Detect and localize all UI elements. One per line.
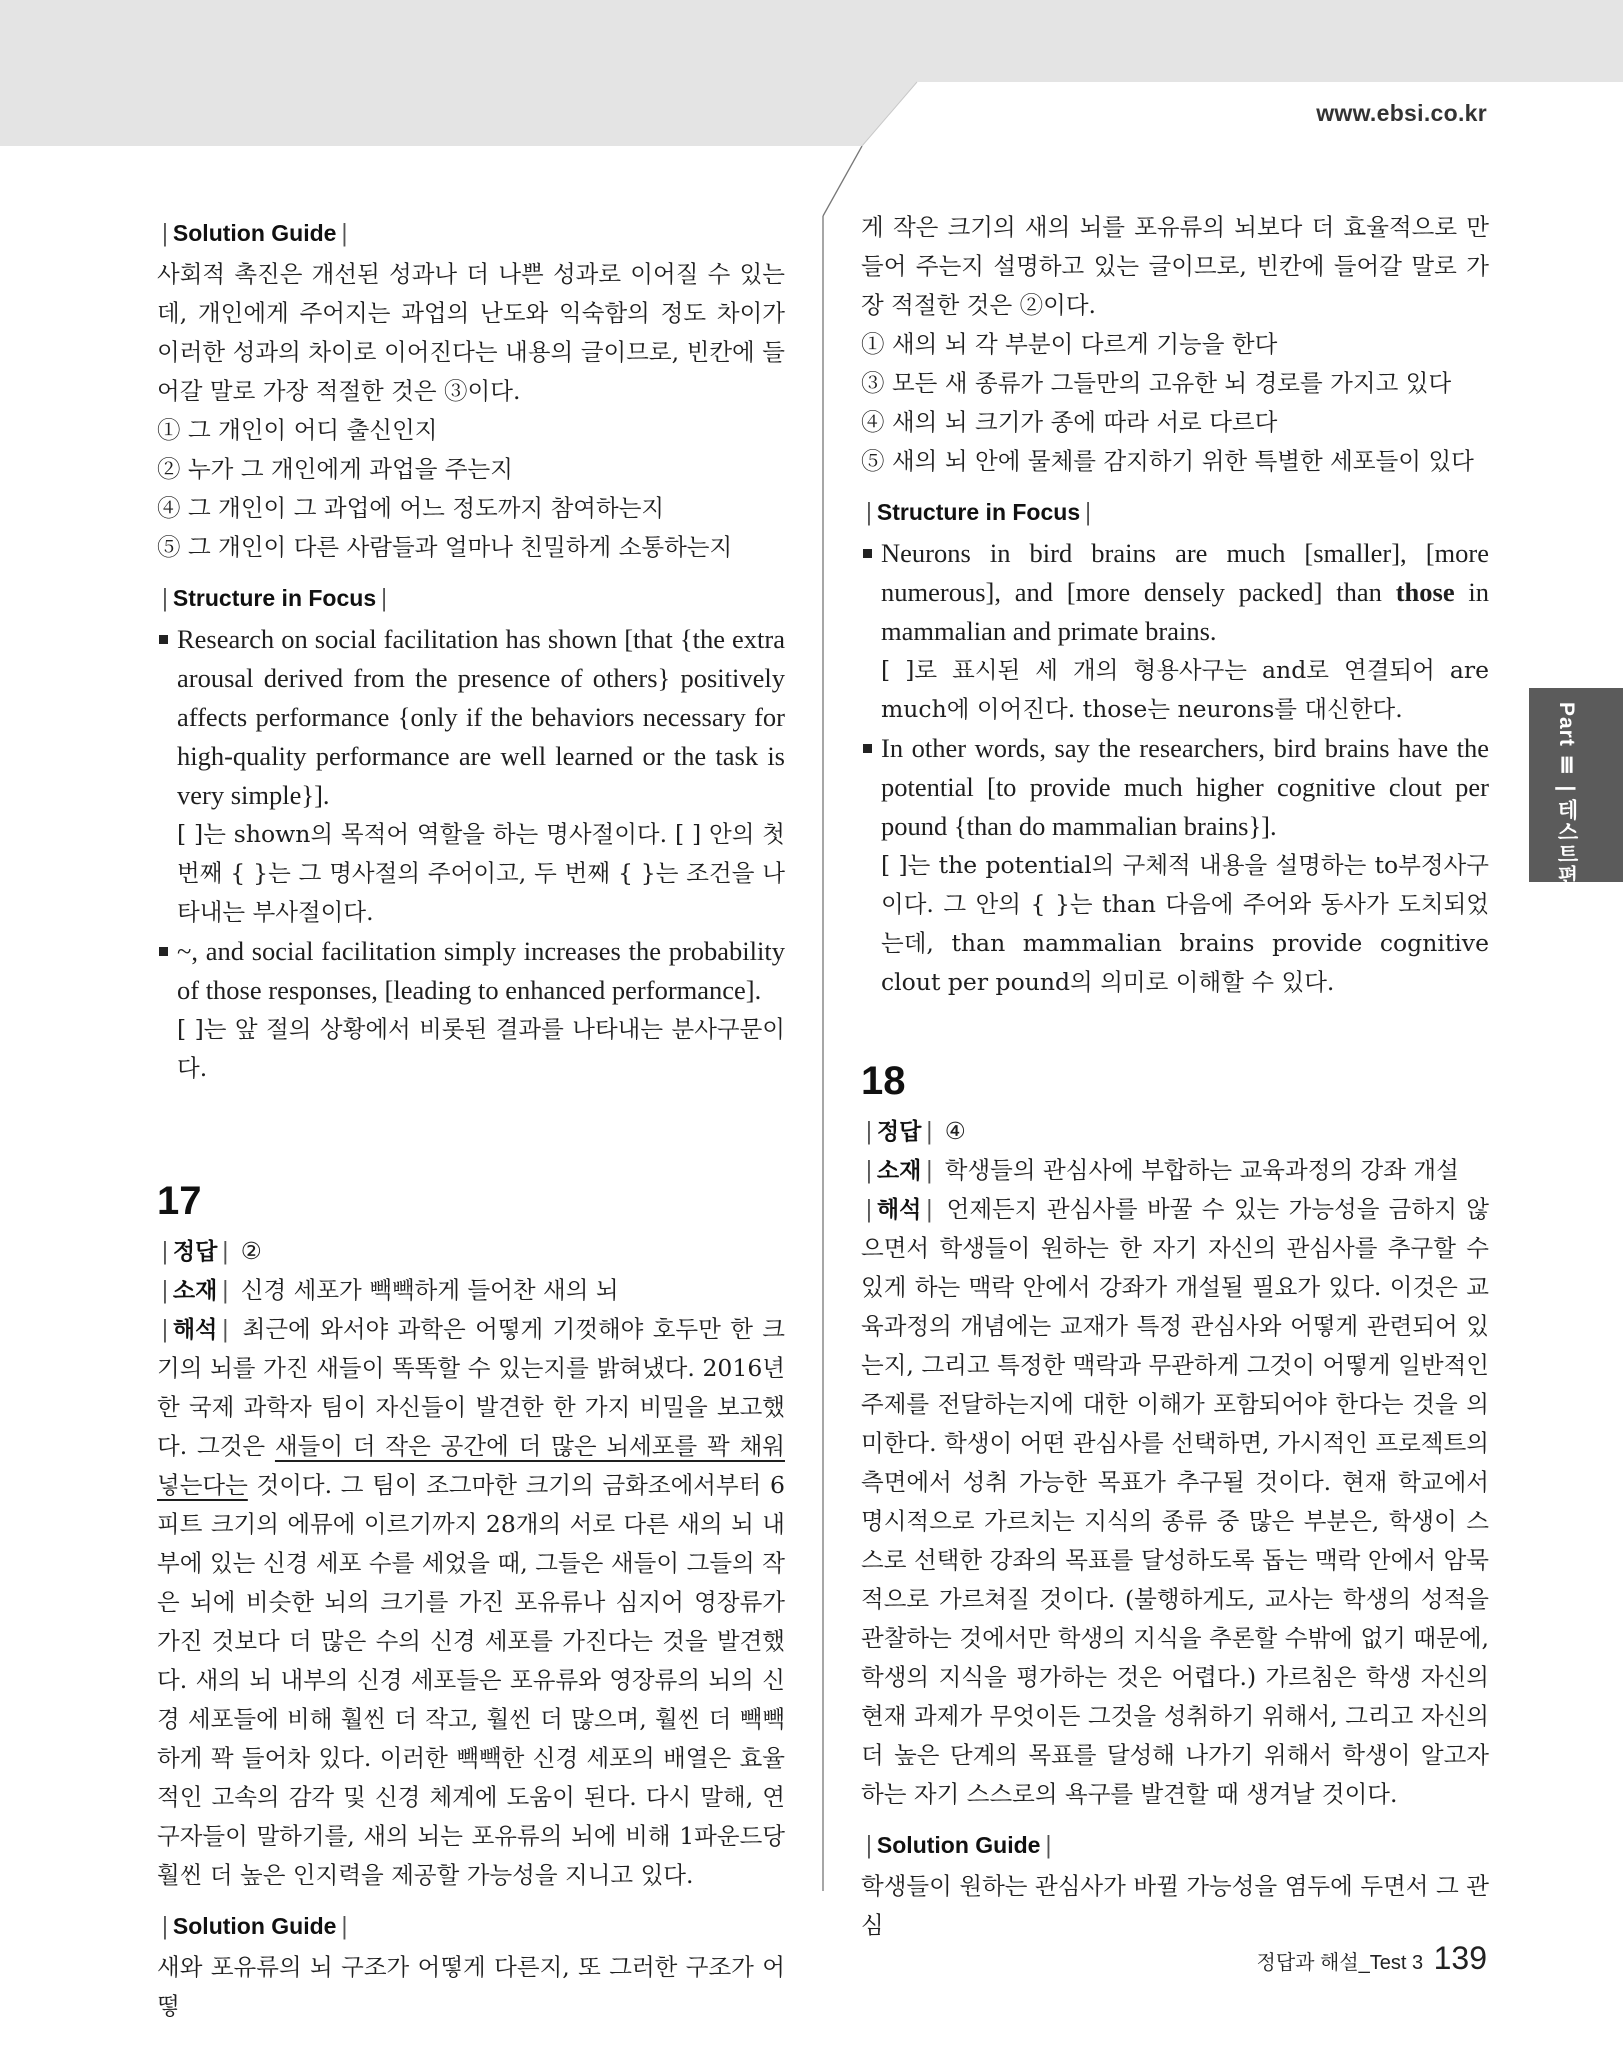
solution-guide-heading: | Solution Guide | [161,219,349,247]
structure-bullet: In other words, say the researchers, bird brains have the potential [to provide much higher cognitive clout per pound {than do mammalian brains}]. [861,729,1489,846]
topic-line: | 소재 | 신경 세포가 빽빽하게 들어찬 새의 뇌 [161,1276,619,1304]
structure-focus-heading: | Structure in Focus | [865,498,1093,526]
solution-guide-heading: | Solution Guide | [865,1831,1053,1859]
option-item: ④ 새의 뇌 크기가 종에 따라 서로 다르다 [861,408,1278,436]
left-column [157,208,785,2026]
topic-value: 학생들의 관심사에 부합하는 교육과정의 강좌 개설 [944,1156,1459,1184]
column-divider [815,146,865,1891]
question-number: 17 [157,1179,202,1223]
solution-guide-body: 학생들이 원하는 관심사가 바뀔 가능성을 염두에 두면서 그 관심 [861,1872,1489,1939]
structure-note: [ ]는 the potential의 구체적 내용을 설명하는 to부정사구이다. 그 안의 { }는 than 다음에 주어와 동사가 도치되었는데, than mammalian brains provide cognitive clout per pound의 의미로 이해할 수 있다. [881,851,1489,996]
solution-guide-heading: | Solution Guide | [161,1912,349,1940]
square-bullet-icon [863,744,872,753]
option-item: ⑤ 그 개인이 다른 사람들과 얼마나 친밀하게 소통하는지 [157,533,733,561]
question-number: 18 [861,1059,906,1103]
interpretation: | 해석 | 최근에 와서야 과학은 어떻게 기껏해야 호두만 한 크기의 뇌를 가진 새들이 똑똑할 수 있는지를 밝혀냈다. 2016년 한 국제 과학자 팀이 자신들이 발견한 한 가지 비밀을 보고했다. 그것은 새들이 더 작은 공간에 더 많은 뇌세포를 꽉 채워 넣는다는 것이다. 그 팀이 조그마한 크기의 금화조에서부터 6피트 크기의 에뮤에 이르기까지 28개의 서로 다른 새의 뇌 내부에 있는 신경 세포 수를 세었을 때, 그들은 새들이 그들의 작은 뇌에 비슷한 뇌의 크기를 가진 포유류나 심지어 영장류가 가진 것보다 더 많은 수의 신경 세포를 가진다는 것을 발견했다. 새의 뇌 내부의 신경 세포들은 포유류와 영장류의 뇌의 신경 세포들에 비해 훨씬 더 작고, 훨씬 더 많으며, 훨씬 더 빽빽하게 꽉 들어차 있다. 이러한 빽빽한 신경 세포의 배열은 효율적인 고속의 감각 및 신경 체계에 도움이 된다. 다시 말해, 연구자들이 말하기를, 새의 뇌는 포유류의 뇌에 비해 1파운드당 훨씬 더 높은 인지력을 제공할 가능성을 지니고 있다. [157,1315,785,1889]
option-item: ① 새의 뇌 각 부분이 다르게 기능을 한다 [861,330,1278,358]
structure-focus-heading: | Structure in Focus | [161,584,389,612]
part-side-tab [1529,688,1623,888]
right-column [861,208,1489,1945]
site-url: www.ebsi.co.kr [1316,100,1487,126]
answer-line: | 정답 | ④ [865,1117,966,1145]
answer-line: | 정답 | ② [161,1237,262,1265]
structure-note: [ ]는 앞 절의 상황에서 비롯된 결과를 나타내는 분사구문이다. [177,1015,785,1082]
answer-value: ② [240,1237,262,1265]
topic-line: | 소재 | 학생들의 관심사에 부합하는 교육과정의 강좌 개설 [865,1156,1459,1184]
square-bullet-icon [863,549,872,558]
structure-bullet: ~, and social facilitation simply increases the probability of those responses, [leading to enhanced performance]. [157,932,785,1010]
solution-guide-body: 새와 포유류의 뇌 구조가 어떻게 다른지, 또 그러한 구조가 어떻 [157,1953,785,2020]
interpretation: | 해석 | 언제든지 관심사를 바꿀 수 있는 가능성을 금하지 않으면서 학생들이 원하는 한 자기 자신의 관심사를 추구할 수 있게 하는 맥락 안에서 강좌가 개설될 필요가 있다. 이것은 교육과정의 개념에는 교재가 특정 관심사와 어떻게 관련되어 있는지, 그리고 특정한 맥락과 무관하게 그것이 어떻게 일반적인 주제를 전달하는지에 대한 이해가 포함되어야 한다는 것을 의미한다. 학생이 어떤 관심사를 선택하면, 가시적인 프로젝트의 측면에서 성취 가능한 목표가 추구될 것이다. 현재 학교에서 명시적으로 가르치는 지식의 종류 중 많은 부분은, 학생이 스스로 선택한 강좌의 목표를 달성하도록 돕는 맥락 안에서 암묵적으로 가르쳐질 것이다. (불행하게도, 교사는 학생의 성적을 관찰하는 것에서만 학생의 지식을 추론할 수밖에 없기 때문에, 학생의 지식을 평가하는 것은 어렵다.) 가르침은 학생 자신의 현재 과제가 무엇이든 그것을 성취하기 위해서, 그리고 자신의 더 높은 단계의 목표를 달성해 나가기 위해서 학생이 알고자 하는 자기 스스로의 욕구를 발견할 때 생겨날 것이다. [861,1195,1489,1808]
answer-value: ④ [944,1117,966,1145]
topic-value: 신경 세포가 빽빽하게 들어찬 새의 뇌 [240,1276,619,1304]
option-item: ① 그 개인이 어디 출신인지 [157,416,438,444]
part-side-tab-label: Part Ⅲ | 테스트편 [1555,702,1578,888]
option-item: ② 누가 그 개인에게 과업을 주는지 [157,455,513,483]
page-number: 139 [1433,1940,1487,1976]
footer-section: 정답과 해설_Test 3 [1256,1952,1424,1974]
square-bullet-icon [159,635,168,644]
structure-note: [ ]로 표시된 세 개의 형용사구는 and로 연결되어 are much에 이어진다. those는 neurons를 대신한다. [881,656,1489,723]
underlined-answer: 새들이 더 작은 공간에 더 많은 뇌세포를 꽉 채워 넣는다는 [157,1432,785,1499]
structure-bullet: Neurons in bird brains are much [smaller], [more numerous], and [more densely packed] than those in mammalian and primate brains. [861,534,1489,651]
structure-note: [ ]는 shown의 목적어 역할을 하는 명사절이다. [ ] 안의 첫 번째 { }는 그 명사절의 주어이고, 두 번째 { }는 조건을 나타내는 부사절이다. [177,820,785,926]
page-footer [1257,1940,1487,1977]
solution-guide-body: 게 작은 크기의 새의 뇌를 포유류의 뇌보다 더 효율적으로 만들어 주는지 설명하고 있는 글이므로, 빈칸에 들어갈 말로 가장 적절한 것은 ②이다. [861,213,1489,319]
option-item: ③ 모든 새 종류가 그들만의 고유한 뇌 경로를 가지고 있다 [861,369,1452,397]
solution-guide-body: 사회적 촉진은 개선된 성과나 더 나쁜 성과로 이어질 수 있는데, 개인에게 주어지는 과업의 난도와 익숙함의 정도 차이가 이러한 성과의 차이로 이어진다는 내용의 글이므로, 빈칸에 들어갈 말로 가장 적절한 것은 ③이다. [157,260,785,405]
option-item: ④ 그 개인이 그 과업에 어느 정도까지 참여하는지 [157,494,665,522]
option-item: ⑤ 새의 뇌 안에 물체를 감지하기 위한 특별한 세포들이 있다 [861,447,1474,475]
structure-bullet: Research on social facilitation has shown [that {the extra arousal derived from the presence of others} positively affects performance {only if the behaviors necessary for high-quality performance are well learned or the task is very simple}]. [157,620,785,815]
square-bullet-icon [159,947,168,956]
